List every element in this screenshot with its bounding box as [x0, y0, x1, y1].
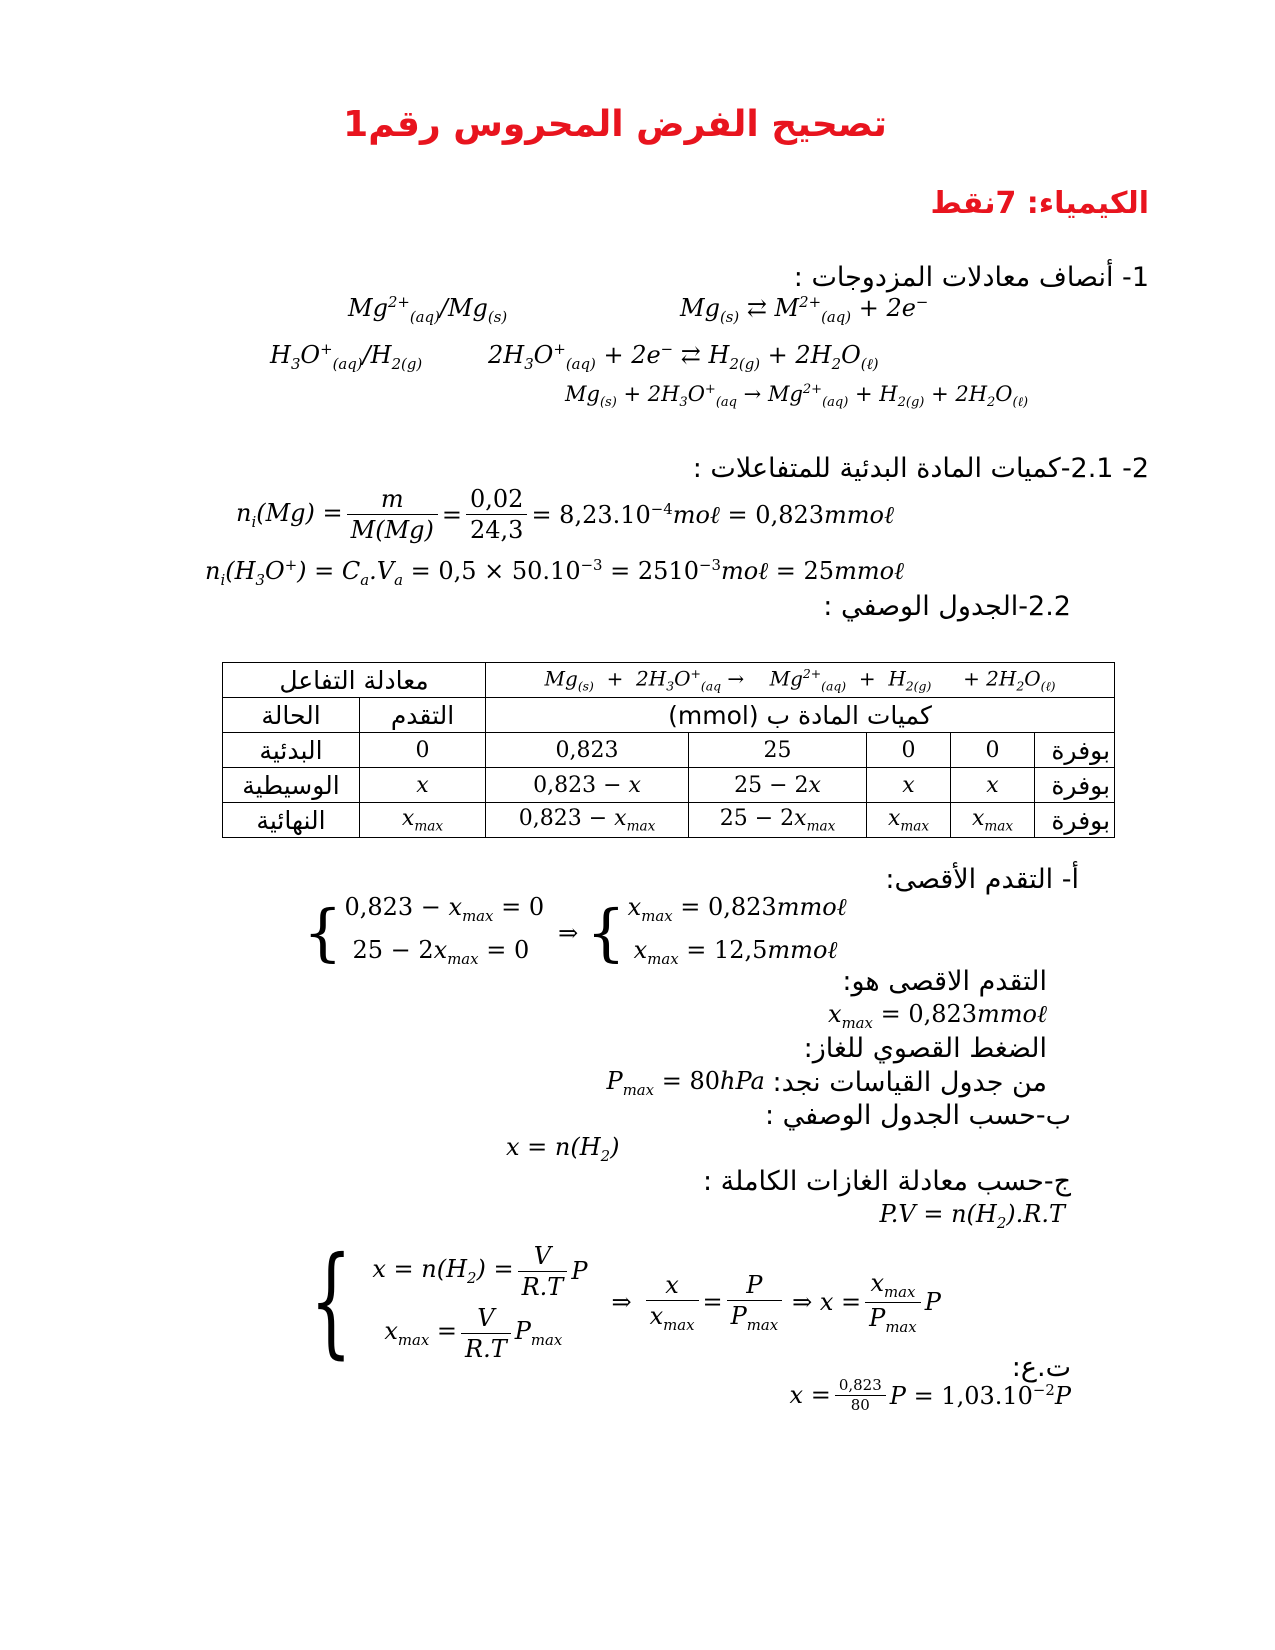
sys-line2-tail: $P_{max}$ [514, 1317, 563, 1349]
half-equation-h3o: $2H_3O^+_{(aq)} + 2e^-$ ⇄ $H_{2(g)} + 2H_2O_{(\ell)}$ [488, 340, 879, 373]
frac-num: 0,02 [466, 484, 527, 515]
state-cell: الوسيطية [223, 768, 360, 803]
part-a-heading: أ- التقدم الأقصى: [885, 864, 1079, 895]
fraction-xmax-over-pmax [865, 1268, 921, 1336]
h2-cell: x [951, 768, 1035, 803]
pressure-value: $P_{max} = 80hPa$ [606, 1067, 773, 1099]
advance-cell: $x_{max}$ [360, 803, 486, 838]
numeric-equation [790, 1376, 1071, 1415]
frac-num: x [646, 1270, 699, 1301]
left-brace: { [303, 895, 343, 969]
implies-arrow: ⇒ [558, 918, 579, 947]
left-brace: { [310, 1232, 352, 1371]
system-3 [310, 1232, 941, 1371]
table-row [223, 733, 1115, 768]
state-label: الحالة [223, 698, 360, 733]
ni-h3o-equation: $n_i(H_3O^+) = C_a.V_a = 0,5 \times 50.10^{-3}$ = $2510^{-3}mo\ell$ = 25mmoℓ [205, 556, 905, 589]
frac-den: $P_{max}$ [730, 1301, 779, 1334]
ni-mg-lhs: $n_i(Mg)$ = [236, 498, 343, 531]
conclusion-label: التقدم الاقصى هو: [842, 966, 1047, 997]
page-title: تصحيح الفرض المحروس رقم1 [343, 104, 887, 145]
numeric-rhs: $P = 1,03.10^{-2}P$ [889, 1380, 1071, 1410]
h3o-cell: 25 − 2x [689, 768, 867, 803]
system-1 [303, 890, 847, 976]
state-cell: البدئية [223, 733, 360, 768]
ni-mg-result: = $8,23.10^{-4}mo\ell$ = 0,823mmoℓ [531, 499, 894, 529]
fraction-m-over-M [347, 484, 438, 545]
h3o-cell: 25 [689, 733, 867, 768]
system-3-lines [372, 1240, 587, 1364]
overall-equation: $Mg_{(s)} + 2H_3O^+_{(aq} \to Mg^{2+}_{(aq)} + H_{2(g)} + 2H_2O_{(\ell)}$ [565, 382, 1029, 411]
advance-cell: 0 [360, 733, 486, 768]
fraction-p-over-pmax [727, 1270, 783, 1334]
q1-heading: 1- أنصاف معادلات المزدوجات : [793, 262, 1149, 293]
pressure-line [607, 1067, 1047, 1099]
advance-label: التقدم [360, 698, 486, 733]
part-c-heading: ج-حسب معادلة الغازات الكاملة : [702, 1166, 1071, 1197]
section-heading: الكيمياء: 7نقط [930, 186, 1149, 221]
sys-line2-lhs: $x_{max}$ = [384, 1317, 458, 1349]
equals: = [441, 500, 462, 529]
ni-mg-equation [236, 484, 894, 545]
equation-label: معادلة التفاعل [223, 663, 486, 698]
implies-arrow: ⇒ [611, 1288, 632, 1316]
table-row-equation [223, 663, 1115, 698]
frac-den: $P_{max}$ [869, 1303, 917, 1336]
fraction-numeric [835, 1376, 886, 1415]
state-cell: النهائية [223, 803, 360, 838]
quantities-label: كميات المادة ب (mmol) [486, 698, 1115, 733]
frac-den: M(Mg) [350, 516, 434, 544]
frac-den: R.T [521, 1272, 564, 1301]
numeric-heading: ت.ع: [1011, 1352, 1071, 1383]
frac-num: 0,823 [835, 1376, 886, 1396]
mg-cell: 0,823 − x [486, 768, 689, 803]
conclusion-value: $x_{max}$ = 0,823mmoℓ [828, 1000, 1047, 1032]
table-row [223, 768, 1115, 803]
half-equation-mg: $Mg_{(s)}$ ⇄ $M^{2+}_{(aq)} + 2e^-$ [680, 293, 929, 326]
h2-cell: 0 [951, 733, 1035, 768]
q2-heading: 2- 2.1-كميات المادة البدئية للمتفاعلات : [692, 453, 1149, 484]
frac-den: R.T [465, 1334, 507, 1363]
advance-cell: x [360, 768, 486, 803]
equals: = [702, 1288, 723, 1316]
mg2-cell: 0 [867, 733, 951, 768]
implies-x: ⇒ x = [792, 1288, 862, 1316]
frac-num: m [347, 484, 438, 515]
frac-num: V [518, 1241, 568, 1272]
fraction-values [466, 484, 527, 545]
fraction-x-over-xmax [646, 1270, 699, 1334]
sys-line1-tail: P [571, 1257, 588, 1285]
fraction-v-over-rt [518, 1241, 568, 1302]
pressure-label: الضغط القصوي للغاز: [803, 1033, 1047, 1064]
h3o-cell: $25 - 2x_{max}$ [689, 803, 867, 838]
frac-num: $x_{max}$ [865, 1268, 921, 1302]
frac-den: 24,3 [470, 516, 524, 544]
pressure-text: من جدول القياسات نجد: [772, 1067, 1047, 1099]
couple-h3o: $H_3O^+_{(aq)}/H_{2(g)}$ [270, 340, 423, 373]
frac-den: 80 [850, 1395, 870, 1414]
water-cell: بوفرة [1035, 733, 1115, 768]
table-row [223, 803, 1115, 838]
mg2-cell: x [867, 768, 951, 803]
part-b-heading: ب-حسب الجدول الوصفي : [764, 1100, 1071, 1131]
frac-den: $x_{max}$ [649, 1301, 695, 1334]
equation-cell: $Mg_{(s)} + 2H_3O^+_{(aq}$ → $Mg^{2+}_{(aq)} + H_{2(g)}$ + $2H_2O_{(\ell)}$ [486, 663, 1115, 698]
numeric-lhs: x = [789, 1381, 831, 1410]
sys-line1-lhs: $x = n(H_2)$ = [372, 1255, 514, 1287]
system-2-lines: $x_{max}$ = 0,823mmoℓ $x_{max}$ = 12,5mmoℓ [627, 893, 847, 968]
couple-mg: $Mg^{2+}_{(aq)}/Mg_{(s)}$ [348, 293, 508, 326]
table-row-header [223, 698, 1115, 733]
mg2-cell: $x_{max}$ [867, 803, 951, 838]
frac-num: P [727, 1270, 783, 1301]
frac-num: V [461, 1303, 511, 1334]
part-b-formula: $x = n(H_2)$ [506, 1133, 620, 1165]
tail-p: P [924, 1288, 941, 1316]
mg-cell: $0,823 - x_{max}$ [486, 803, 689, 838]
water-cell: بوفرة [1035, 768, 1115, 803]
part-c-formula: $P.V = n(H_2).R.T$ [879, 1200, 1065, 1232]
mg-cell: 0,823 [486, 733, 689, 768]
h2-cell: $x_{max}$ [951, 803, 1035, 838]
water-cell: بوفرة [1035, 803, 1115, 838]
descriptive-table [222, 662, 1115, 838]
left-brace: { [586, 895, 626, 969]
fraction-v-over-rt [461, 1303, 511, 1364]
system-1-lines: $0,823 - x_{max} = 0$ $25 - 2x_{max} = 0$ [344, 893, 545, 968]
table-heading: 2.2-الجدول الوصفي : [823, 591, 1071, 622]
